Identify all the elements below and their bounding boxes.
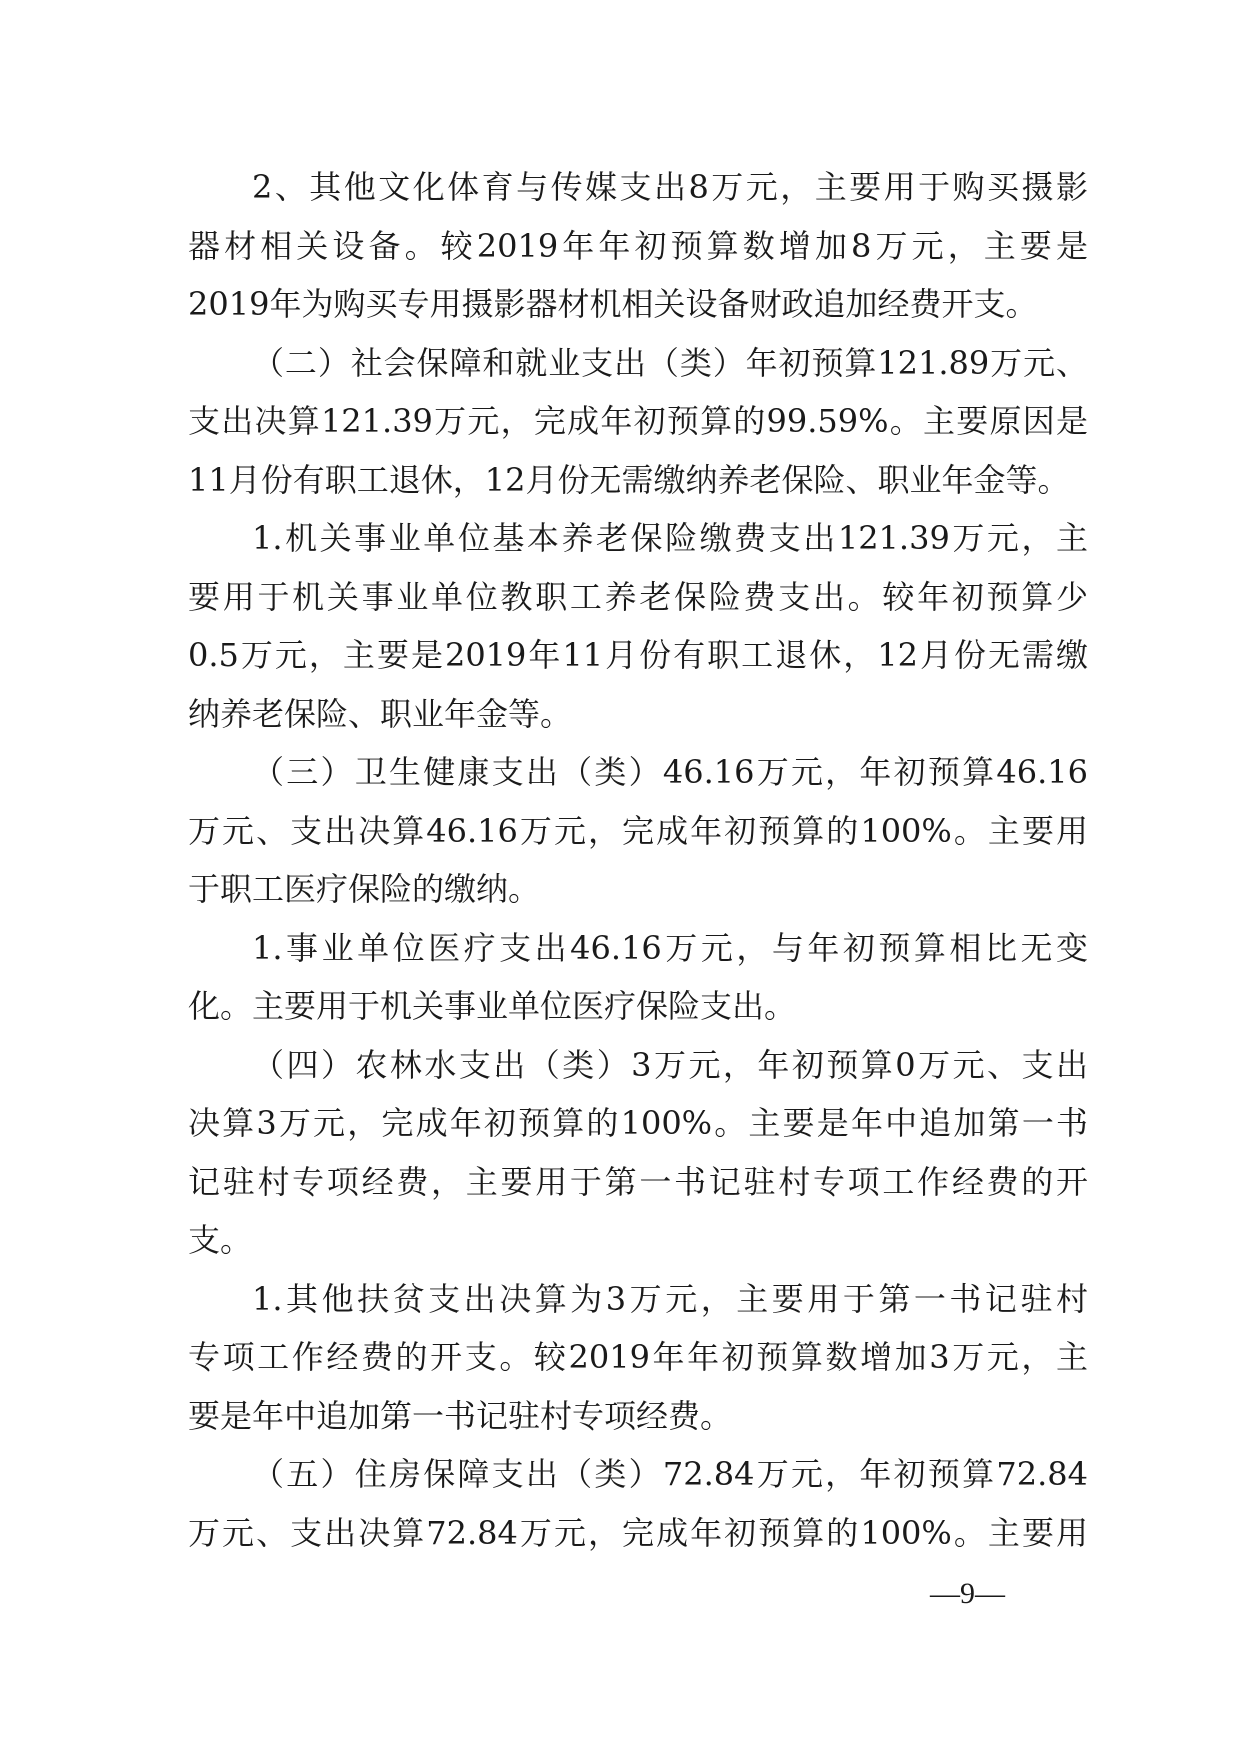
text-line: 万元、支出决算72.84万元，完成年初预算的100%。主要用: [188, 1513, 1088, 1552]
page-number: —9—: [930, 1577, 1005, 1610]
text-line: 支出决算121.39万元，完成年初预算的99.59%。主要原因是: [188, 402, 1088, 440]
text-line: 要是年中追加第一书记驻村专项经费。: [188, 1396, 733, 1435]
text-line: 化。主要用于机关事业单位医疗保险支出。: [188, 987, 797, 1025]
text-line: 支。: [188, 1221, 253, 1259]
text-line: 决算3万元，完成年初预算的100%。主要是年中追加第一书: [188, 1104, 1088, 1142]
text-line: 要用于机关事业单位教职工养老保险费支出。较年初预算少: [188, 577, 1088, 616]
text-line: 专项工作经费的开支。较2019年年初预算数增加3万元，主: [188, 1338, 1088, 1376]
body-text: [188, 158, 1088, 1562]
text-line: （二）社会保障和就业支出（类）年初预算121.89万元、: [252, 343, 1088, 382]
text-line: 1.机关事业单位基本养老保险缴费支出121.39万元，主: [252, 519, 1088, 557]
text-line: 记驻村专项经费，主要用于第一书记驻村专项工作经费的开: [188, 1162, 1088, 1201]
text-line: 1.事业单位医疗支出46.16万元，与年初预算相比无变: [252, 928, 1088, 967]
text-line: （三）卫生健康支出（类）46.16万元，年初预算46.16: [252, 753, 1088, 791]
text-line: 0.5万元，主要是2019年11月份有职工退休，12月份无需缴: [188, 636, 1088, 674]
text-line: 11月份有职工退休，12月份无需缴纳养老保险、职业年金等。: [188, 460, 1070, 499]
text-line: 于职工医疗保险的缴纳。: [188, 870, 541, 908]
text-line: （四）农林水支出（类）3万元，年初预算0万元、支出: [252, 1045, 1088, 1084]
text-line: 万元、支出决算46.16万元，完成年初预算的100%。主要用: [188, 811, 1088, 850]
text-line: 纳养老保险、职业年金等。: [188, 694, 573, 733]
text-line: 2019年为购买专用摄影器材机相关设备财政追加经费开支。: [188, 285, 1038, 323]
text-line: （五）住房保障支出（类）72.84万元，年初预算72.84: [252, 1455, 1088, 1493]
text-line: 器材相关设备。较2019年年初预算数增加8万元，主要是: [188, 226, 1088, 265]
text-line: 1.其他扶贫支出决算为3万元，主要用于第一书记驻村: [252, 1279, 1088, 1318]
text-line: 2、其他文化体育与传媒支出8万元，主要用于购买摄影: [252, 168, 1088, 206]
